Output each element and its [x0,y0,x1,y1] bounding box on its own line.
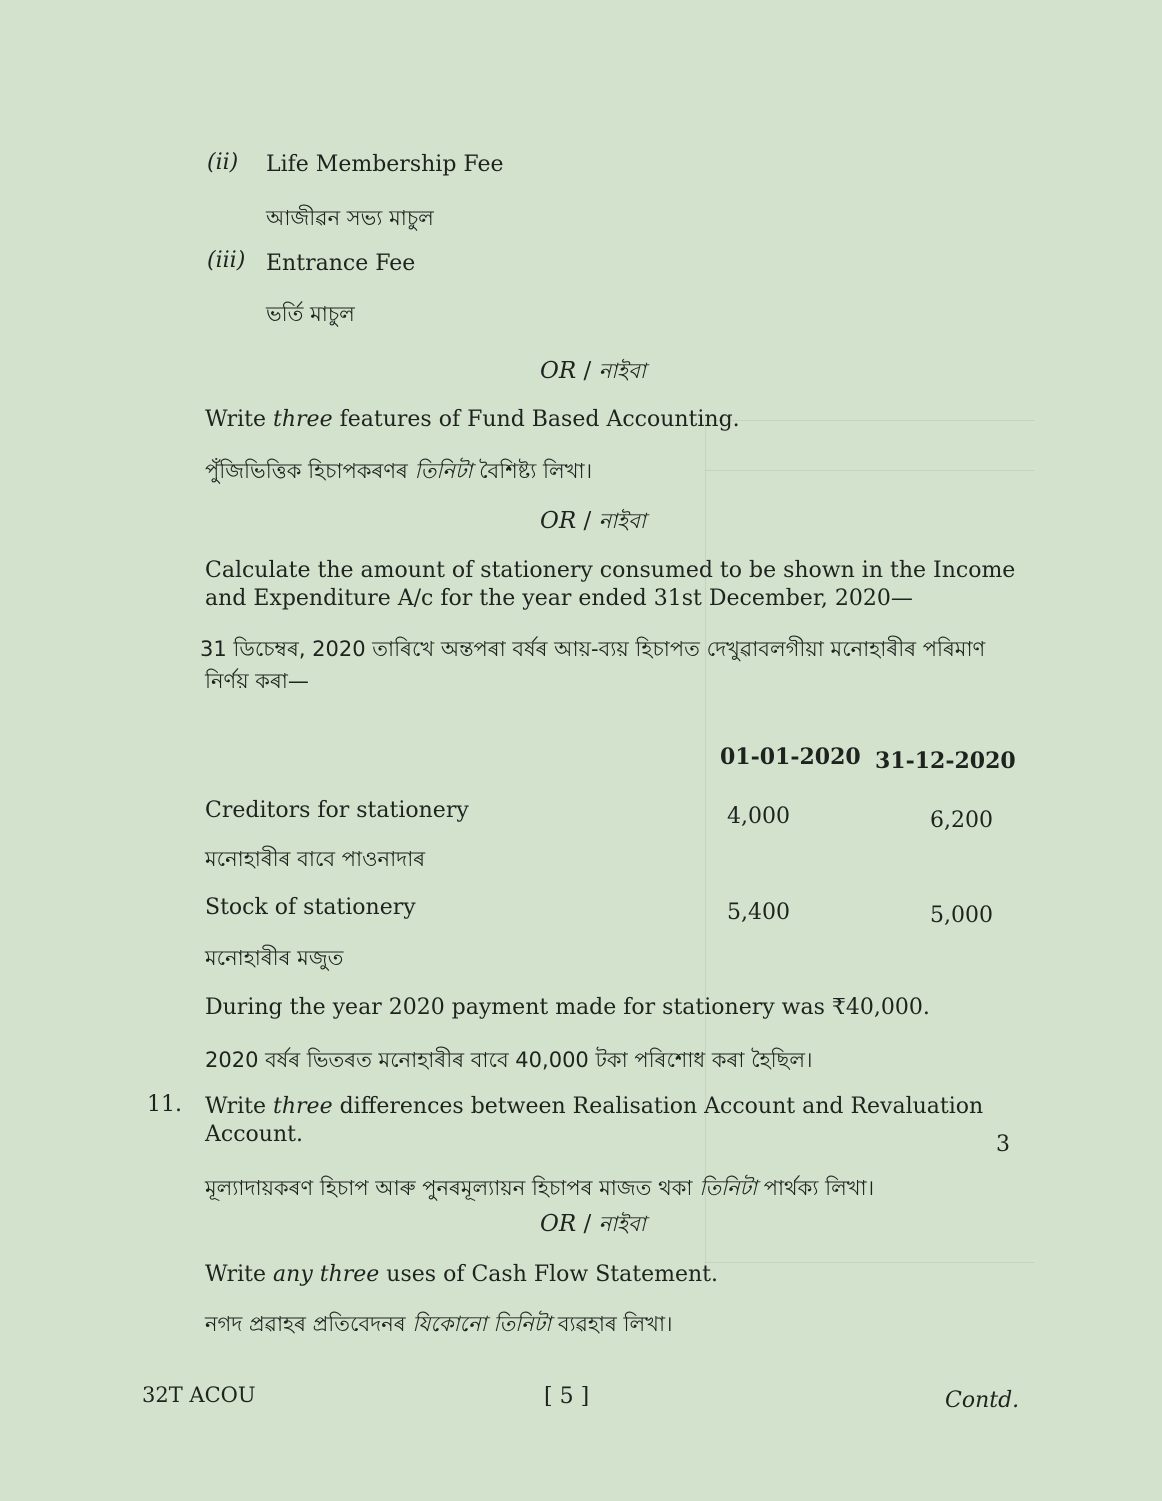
bleed-through-line [705,470,1035,471]
or-assamese: নাইবা [598,359,646,383]
page-number: [ 5 ] [544,1384,590,1409]
column-header-closing: 31-12-2020 [875,748,1016,774]
stock-closing-value: 5,000 [930,903,993,928]
stationery-question-assamese-line1: 31 ডিচেম্বৰ, 2020 তাৰিখে অন্তপৰা বৰ্ষৰ আয়-ব্যয় হিচাপত দেখুৱাবলগীয়া মনোহাৰীৰ পৰিমাণ [200,637,986,661]
payment-statement-english: During the year 2020 payment made for stationery was ₹40,000. [205,995,930,1020]
payment-statement-assamese: 2020 বৰ্ষৰ ভিতৰত মনোহাৰীৰ বাবে 40,000 টকা পৰিশোধ কৰা হৈছিল। [205,1048,813,1072]
bleed-through-line [705,1262,1035,1263]
question-11-marks: 3 [996,1132,1010,1157]
row-creditors-assamese: মনোহাৰীৰ বাবে পাওনাদাৰ [205,847,426,871]
item-ii-number: (ii) [207,150,239,175]
question-11-number: 11. [147,1092,182,1117]
row-stock-assamese: মনোহাৰীৰ মজুত [205,946,344,970]
paper-code: 32T ACOU [142,1383,256,1407]
fund-question-english: Write three features of Fund Based Accounting. [205,407,740,432]
continued-label: Contd. [945,1388,1020,1413]
cash-flow-question-assamese: নগদ প্ৰৱাহৰ প্ৰতিবেদনৰ যিকোনো তিনিটা ব্যৱহাৰ লিখা। [205,1312,673,1336]
item-iii-assamese: ভৰ্তি মাচুল [266,302,355,326]
fund-question-assamese: পুঁজিভিত্তিক হিচাপকৰণৰ তিনিটা বৈশিষ্ট্য লিখা। [205,459,593,483]
item-ii-english: Life Membership Fee [266,152,504,177]
or-separator: OR / নাইবা [540,1211,646,1237]
stock-opening-value: 5,400 [727,900,790,925]
column-header-opening: 01-01-2020 [720,744,861,770]
creditors-closing-value: 6,200 [930,808,993,833]
or-separator: OR / নাইবা [540,358,646,384]
item-ii-assamese: আজীৱন সভ্য মাচুল [266,206,434,230]
row-creditors-english: Creditors for stationery [205,798,469,823]
question-11-english-line2: Account. [205,1122,303,1147]
or-separator: OR / নাইবা [540,508,646,534]
item-iii-english: Entrance Fee [266,251,416,276]
question-11-assamese: মূল্যাদায়কৰণ হিচাপ আৰু পুনৰমূল্যায়ন হিচাপৰ মাজত থকা তিনিটা পাৰ্থক্য লিখা। [205,1176,875,1200]
bleed-through-line [705,420,706,1280]
stationery-question-assamese-line2: নিৰ্ণয় কৰা— [205,669,309,693]
stationery-question-line2: and Expenditure A/c for the year ended 31st December, 2020— [205,586,913,611]
item-iii-number: (iii) [207,248,246,273]
row-stock-english: Stock of stationery [205,895,416,920]
or-english: OR [540,358,577,384]
bleed-through-line [705,420,1035,421]
stationery-question-line1: Calculate the amount of stationery consumed to be shown in the Income [205,558,1016,583]
cash-flow-question-english: Write any three uses of Cash Flow Statement. [205,1262,718,1287]
creditors-opening-value: 4,000 [727,804,790,829]
question-11-english-line1: Write three differences between Realisation Account and Revaluation [205,1094,984,1119]
